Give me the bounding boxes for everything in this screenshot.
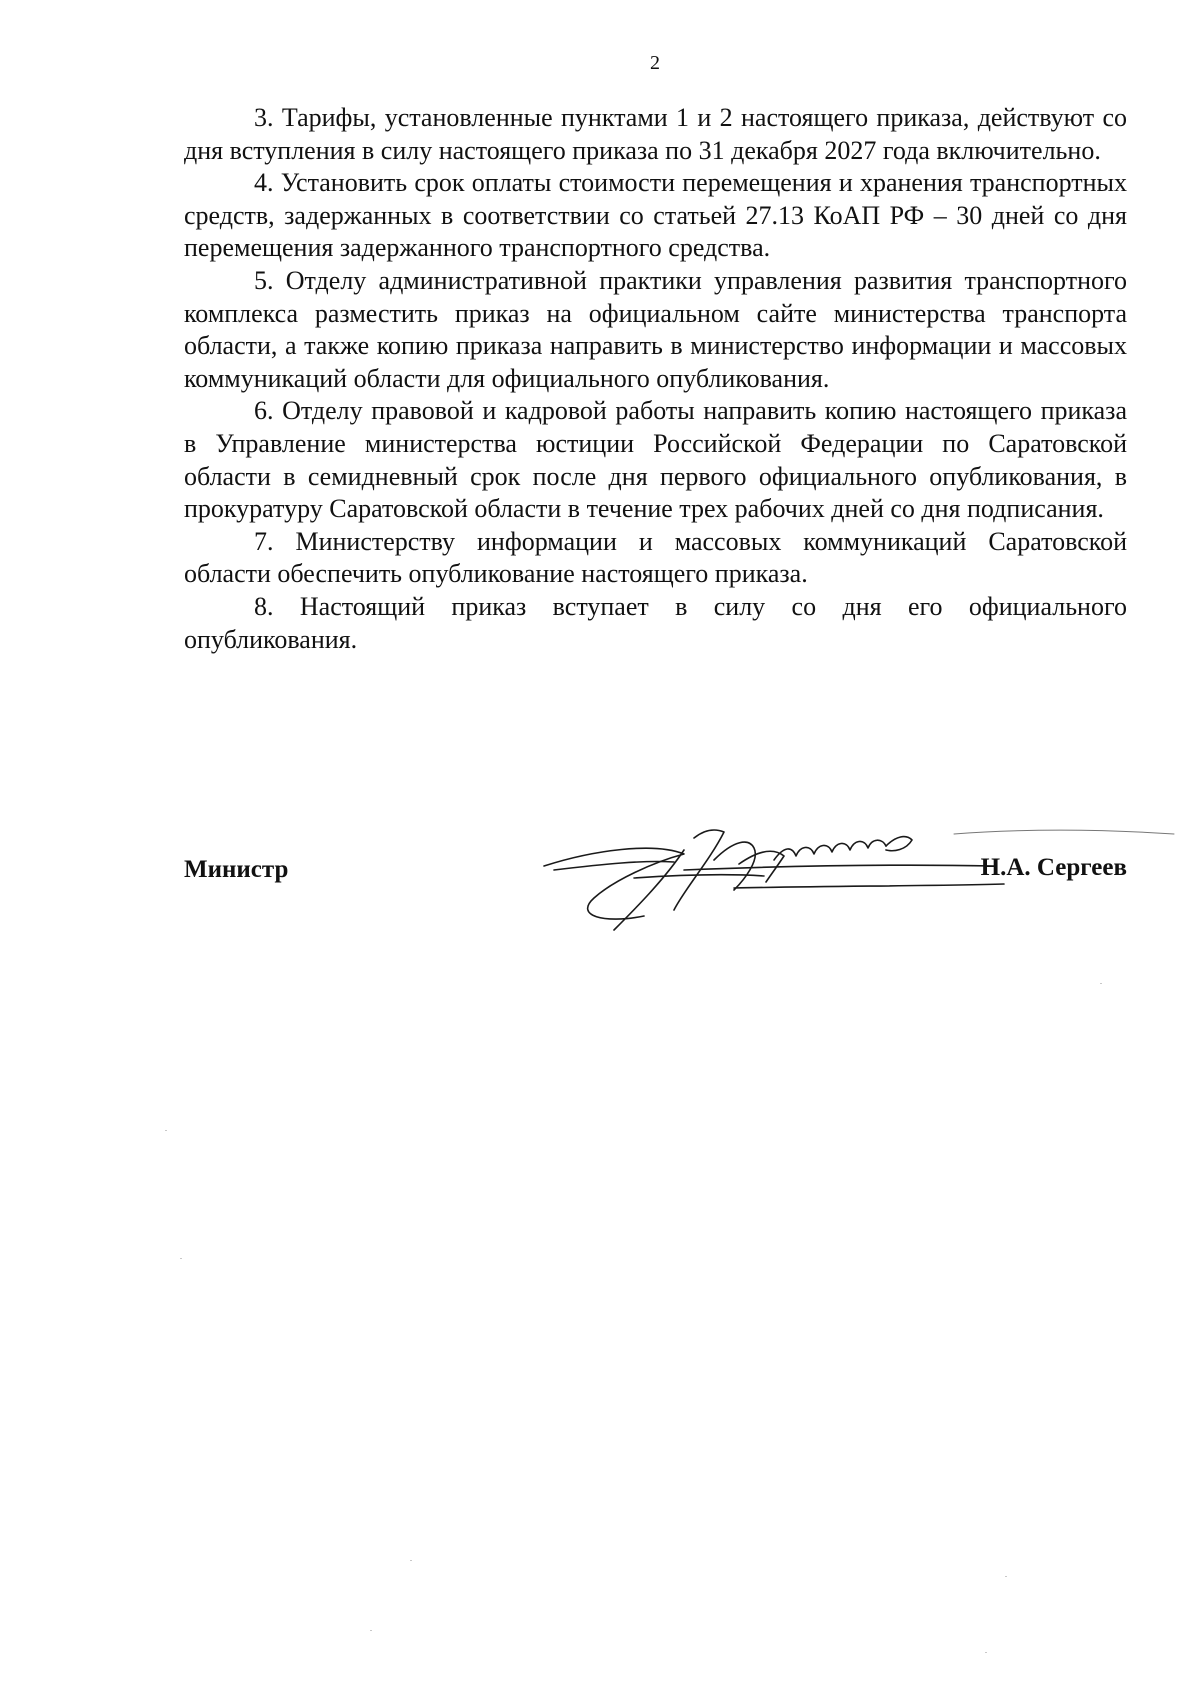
scan-speck [1005,1576,1007,1577]
paragraph-3: 3. Тарифы, установленные пунктами 1 и 2 настоящего приказа, действуют со дня вступления в силу настоящего приказа по 31 декабря 2027 года включительно. [184,103,1127,165]
scan-speck [180,1258,182,1259]
signature-block [184,820,1127,940]
paragraph-6: 6. Отделу правовой и кадровой работы направить копию настоящего приказа в Управление министерства юстиции Российской Федерации по Саратовской области в семидневный срок после дня первого официального опубликования, в прокуратуру Саратовской области в течение трех рабочих дней со дня подписания. [184,396,1127,524]
scan-speck [985,1652,987,1653]
scan-speck [1100,983,1102,984]
order-body [184,102,1127,656]
scan-speck [370,1630,372,1631]
signer-title: Министр [184,856,289,883]
scan-speck [165,1130,167,1131]
paragraph-4: 4. Установить срок оплаты стоимости перемещения и хранения транспортных средств, задержанных в соответствии со статьей 27.13 КоАП РФ – 30 дней со дня перемещения задержанного транспортного средства. [184,168,1127,263]
page-number: 2 [650,52,660,74]
signer-name: Н.А. Сергеев [980,854,1127,881]
paragraph-7: 7. Министерству информации и массовых коммуникаций Саратовской области обеспечить опубликование настоящего приказа. [184,526,1127,589]
scan-speck [410,1560,412,1561]
paragraph-8: 8. Настоящий приказ вступает в силу со дня его официального опубликования. [184,591,1127,654]
paragraph-5: 5. Отделу административной практики управления развития транспортного комплекса разместить приказ на официальном сайте министерства транспорта области, а также копию приказа направить в министерство информации и массовых коммуникаций области для официального опубликования. [184,265,1127,393]
